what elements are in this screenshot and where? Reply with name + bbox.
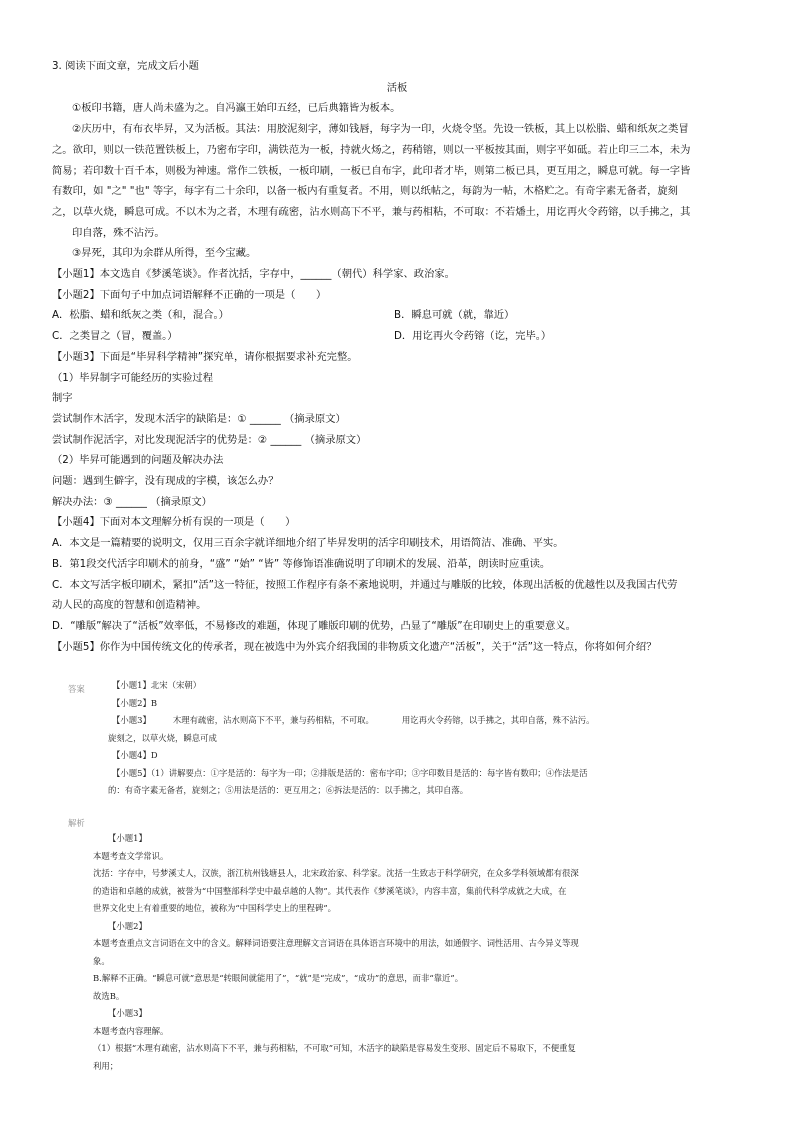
analysis-line: 世界文化史上有着重要的地位，被称为“中国科学史上的里程碑”。 xyxy=(93,903,337,913)
paragraph-2-line: 之，以草火烧，瞬息可成。不以木为之者，木理有疏密，沾水则高下不平，兼与药相粘，不可取：不若燔土，用讫再火令药镕，以手拂之，其 xyxy=(52,205,691,218)
answer-3-label: 【小题3】 xyxy=(112,715,151,725)
analysis-line: 故选B。 xyxy=(93,990,125,1001)
subquestion-3-line: （1）毕昇制字可能经历的实验过程 xyxy=(52,371,214,384)
subquestion-3-line: 制字 xyxy=(52,392,73,405)
subquestion-5: 【小题5】你作为中国传统文化的传承者，现在被选中为外宾介绍我国的非物质文化遗产“活板”，关于“活”这一特点，你将如何介绍？ xyxy=(52,640,657,653)
subquestion-3-line: 解决办法：③ ______ （摘录原文） xyxy=(52,495,212,508)
subquestion-3-line: 尝试制作木活字，发现木活字的缺陷是：① ______ （摘录原文） xyxy=(52,412,346,425)
answer-5-line: 的：有奇字素无备者，旋刻之；⑤用法是活的：更互用之；⑥拆法是活的：以手拂之，其印自落。 xyxy=(108,785,469,795)
analysis-line: 【小题2】 xyxy=(108,920,147,931)
answer-3-part-3: 旋刻之，以草火烧，瞬息可成 xyxy=(108,732,217,743)
question-block xyxy=(52,56,742,657)
analysis-line: 沈括：字存中，号梦溪丈人，汉族，浙江杭州钱塘县人，北宋政治家、科学家。沈括一生致志于科学研究，在众多学科领域都有很深 xyxy=(93,868,579,878)
analysis-line: 利用； xyxy=(93,1060,119,1071)
paragraph-1: ①板印书籍，唐人尚未盛为之。自冯瀛王始印五经，已后典籍皆为板本。 xyxy=(72,102,401,115)
option-c: C．之类冒之（冒，覆盖。） xyxy=(52,330,178,343)
analysis-line: 本题考查文学常识。 xyxy=(93,850,169,861)
article-title: 活板 xyxy=(386,81,408,94)
analysis-line: 象。 xyxy=(93,955,110,966)
answer-3-part-1: 木理有疏密，沾水则高下不平，兼与药相粘，不可取。 xyxy=(172,715,374,725)
question-heading: 3. 阅读下面文章，完成文后小题 xyxy=(52,60,199,72)
subquestion-4-option: D．“雕版”解决了“活板”效率低，不易修改的难题，体现了雕版印刷的优势，凸显了“雕版”在印刷史上的重要意义。 xyxy=(52,619,576,632)
analysis-line: 本题考查内容理解。 xyxy=(93,1025,169,1036)
answer-3-part-2: 用讫再火令药镕，以手拂之，其印自落，殊不沾污。 xyxy=(401,715,595,725)
answer-4: 【小题4】D xyxy=(112,750,158,760)
subquestion-4-stem: 【小题4】下面对本文理解分析有误的一项是（ ） xyxy=(52,516,296,529)
subquestion-3-stem: 【小题3】下面是“毕昇科学精神”探究单，请你根据要求补充完整。 xyxy=(52,350,358,363)
answer-1: 【小题1】北宋（宋朝） xyxy=(112,680,202,690)
subquestion-3-line: 问题：遇到生僻字，没有现成的字模，该怎么办？ xyxy=(52,475,279,488)
subquestion-3-line: （2）毕昇可能遇到的问题及解决办法 xyxy=(52,454,224,467)
subquestion-4-option: B．第1段交代活字印刷术的前身，“盛” “始” “皆” 等修饰语准确说明了印刷术的发展、沿革，朗读时应重读。 xyxy=(52,557,551,570)
option-d: D．用讫再火令药镕（讫，完毕。） xyxy=(394,330,552,343)
subquestion-4-option: 动人民的高度的智慧和创造精神。 xyxy=(52,599,207,612)
answer-2: 【小题2】B xyxy=(112,697,157,708)
analysis-line: 本题考查重点文言词语在文中的含义。解释词语要注意理解文言词语在具体语言环境中的用法，如通假字、词性活用、古今异义等现 xyxy=(93,938,579,948)
subquestion-1: 【小题1】本文选自《梦溪笔谈》。作者沈括，字存中，______（朝代）科学家、政治家。 xyxy=(52,268,455,281)
subquestion-3-line: 尝试制作泥活字，对比发现泥活字的优势是：② ______ （摘录原文） xyxy=(52,433,367,446)
paragraph-2-line: ②庆历中，有布衣毕昇，又为活板。其法：用胶泥刻字，薄如钱唇，每字为一印，火烧令坚。先设一铁板，其上以松脂、蜡和纸灰之类冒 xyxy=(72,123,689,136)
subquestion-2-stem: 【小题2】下面句子中加点词语解释不正确的一项是（ ） xyxy=(52,288,327,301)
option-a: A．松脂、蜡和纸灰之类（和，混合。） xyxy=(52,309,229,322)
answer-label: 答案 xyxy=(68,684,85,694)
analysis-line: 【小题1】 xyxy=(108,833,147,843)
answer-block xyxy=(108,677,752,800)
analysis-line: 【小题3】 xyxy=(108,1008,147,1018)
analysis-line: （1）根据“木理有疏密，沾水则高下不平，兼与药相粘，不可取”可知，木活字的缺陷是容易发生变形、固定后不易取下，不便重复 xyxy=(93,1043,576,1053)
analysis-block xyxy=(93,830,753,1075)
analysis-line: B.解释不正确。“瞬息可就”意思是“转眼间就能用了”，“就”是“完成”，“成功”的意思，而非“靠近”。 xyxy=(93,973,464,983)
option-b: B．瞬息可就（就，靠近） xyxy=(394,309,515,322)
subquestion-2-options-row xyxy=(52,305,742,326)
subquestion-4-option: A．本文是一篇精要的说明文，仅用三百余字就详细地介绍了毕昇发明的活字印刷技术，用语简洁、准确、平实。 xyxy=(52,537,564,550)
subquestion-2-options-row xyxy=(52,326,742,347)
answer-5-line: 【小题5】（1）讲解要点：①字是活的：每字为一印；②排版是活的：密布字印；③字印数目是活的：每字皆有数印；④作法是活 xyxy=(112,767,588,778)
answer-3-line xyxy=(112,712,752,730)
paragraph-2-line: 印自落，殊不沾污。 xyxy=(72,226,165,239)
paragraph-3: ③昇死，其印为余群从所得，至今宝藏。 xyxy=(72,247,257,260)
paragraph-2-line: 有数印，如 "之" "也" 等字，每字有二十余印，以备一板内有重复者。不用，则以纸帖之，每韵为一帖，木格贮之。有奇字素无备者，旋刻 xyxy=(52,185,678,198)
paragraph-2-line: 简易；若印数十百千本，则极为神速。常作二铁板，一板印刷，一板已自布字，此印者才毕，则第二板已具，更互用之，瞬息可就。每一字皆 xyxy=(52,164,691,177)
analysis-label: 解析 xyxy=(68,818,85,828)
subquestion-4-option: C．本文写活字板印刷术，紧扣“活”这一特征，按照工作程序有条不紊地说明，并通过与雕版的比较，体现出活板的优越性以及我国古代劳 xyxy=(52,578,678,591)
paragraph-2-line: 之。欲印，则以一铁范置铁板上，乃密布字印，满铁范为一板，持就火炀之，药稍镕，则以一平板按其面，则字平如砥。若止印三二本，未为 xyxy=(52,143,691,156)
analysis-line: 的造诣和卓越的成就，被誉为“中国整部科学史中最卓越的人物”。其代表作《梦溪笔谈》，内容丰富，集前代科学成就之大成，在 xyxy=(93,885,567,896)
